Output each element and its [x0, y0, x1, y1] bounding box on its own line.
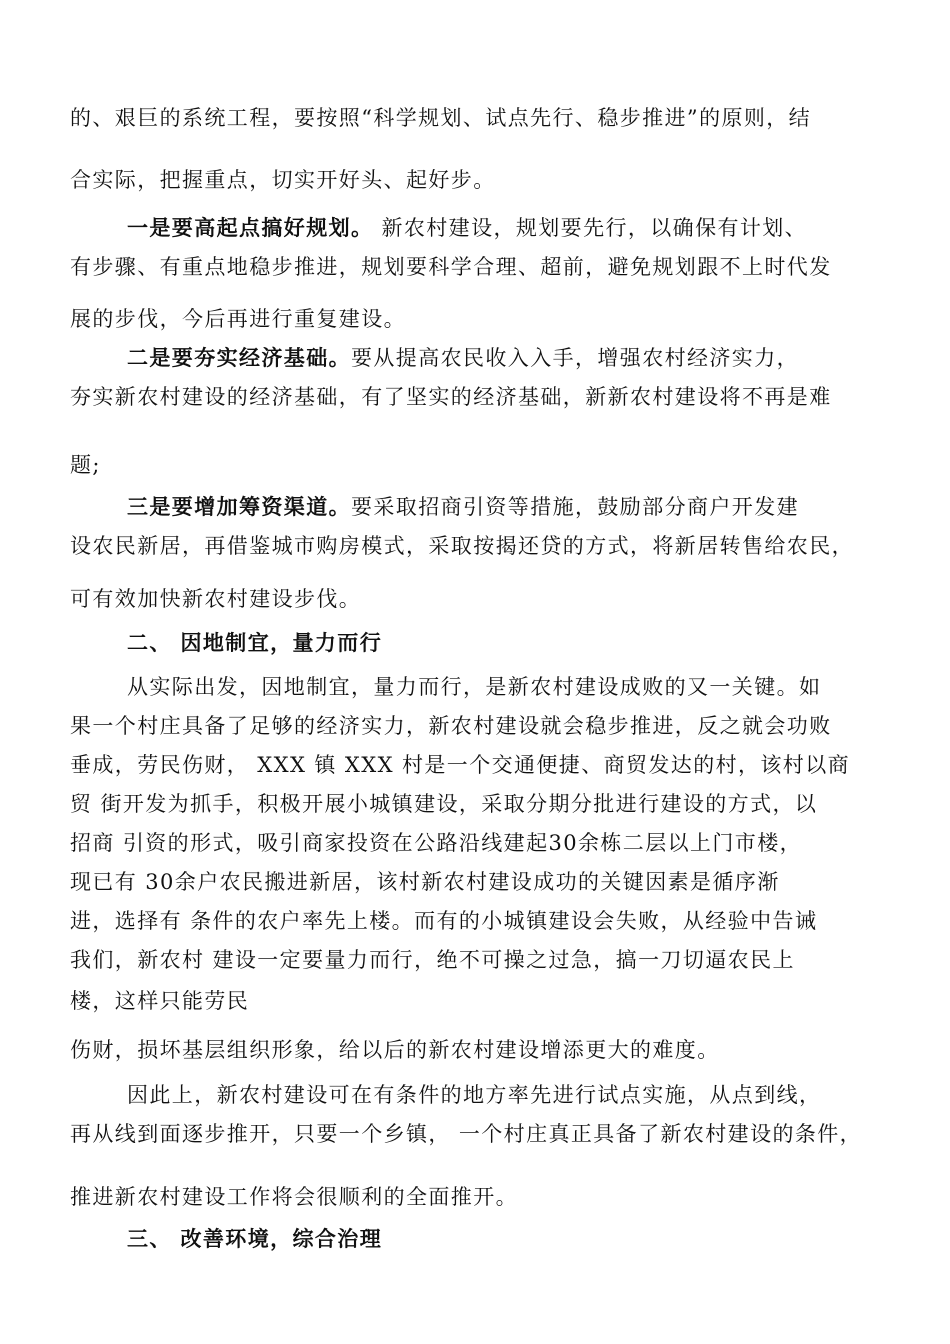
paragraph-line [127, 490, 799, 524]
paragraph-line: 贸 街开发为抓手，积极开展小城镇建设，采取分期分批进行建设的方式，以 [70, 792, 818, 816]
paragraph-line: 的、艰巨的系统工程，要按照“科学规划、试点先行、稳步推进”的原则，结 [70, 106, 812, 130]
paragraph-line [127, 211, 807, 245]
paragraph-line: 楼，这样只能劳民 [70, 989, 250, 1013]
paragraph-line: 可有效加快新农村建设步伐。 [70, 587, 362, 611]
bold-lead-third: 三是要增加筹资渠道。 [127, 494, 351, 519]
paragraph-line: 伤财，损坏基层组织形象，给以后的新农村建设增添更大的难度。 [70, 1038, 720, 1062]
bold-lead-first: 一是要高起点搞好规划。 [127, 215, 374, 240]
paragraph-line: 我们，新农村 建设一定要量力而行，绝不可操之过急，搞一刀切逼农民上 [70, 948, 795, 972]
paragraph-text: 要从提高农民收入入手，增强农村经济实力， [351, 346, 799, 370]
paragraph-line: 有步骤、有重点地稳步推进，规划要科学合理、超前，避免规划跟不上时代发 [70, 255, 832, 279]
paragraph-line: 果一个村庄具备了足够的经济实力，新农村建设就会稳步推进，反之就会功败 [70, 714, 832, 738]
paragraph-line: 夯实新农村建设的经济基础，有了坚实的经济基础，新新农村建设将不再是难 [70, 385, 832, 409]
paragraph-line: 再从线到面逐步推开，只要一个乡镇， 一个村庄真正具备了新农村建设的条件， [70, 1122, 863, 1146]
paragraph-line: 现已有 30余户农民搬进新居，该村新农村建设成功的关键因素是循序渐 [70, 870, 780, 894]
paragraph-line: 进，选择有 条件的农户率先上楼。而有的小城镇建设会失败，从经验中告诫 [70, 909, 818, 933]
section-heading: 二、 因地制宜，量力而行 [127, 631, 383, 655]
paragraph-line [127, 341, 799, 375]
paragraph-text: 新农村建设，规划要先行，以确保有计划、 [381, 216, 808, 240]
paragraph-line: 展的步伐，今后再进行重复建设。 [70, 307, 406, 331]
paragraph-line: 合实际，把握重点，切实开好头、起好步。 [70, 168, 496, 192]
paragraph-line: 因此上，新农村建设可在有条件的地方率先进行试点实施，从点到线， [127, 1083, 822, 1107]
bold-lead-second: 二是要夯实经济基础。 [127, 345, 351, 370]
paragraph-line: 题; [70, 453, 101, 477]
paragraph-line: 推进新农村建设工作将会很顺利的全面推开。 [70, 1185, 518, 1209]
section-heading: 三、 改善环境，综合治理 [127, 1227, 383, 1251]
paragraph-line: 从实际出发，因地制宜，量力而行，是新农村建设成败的又一关键。如 [127, 675, 822, 699]
paragraph-line: 垂成，劳民伤财， XXX 镇 XXX 村是一个交通便捷、商贸发达的村，该村以商 [70, 753, 850, 777]
paragraph-line: 设农民新居，再借鉴城市购房模式，采取按揭还贷的方式，将新居转售给农民， [70, 534, 854, 558]
paragraph-text: 要采取招商引资等措施，鼓励部分商户开发建 [351, 495, 799, 519]
paragraph-line: 招商 引资的形式，吸引商家投资在公路沿线建起30余栋二层以上门市楼， [70, 831, 802, 855]
